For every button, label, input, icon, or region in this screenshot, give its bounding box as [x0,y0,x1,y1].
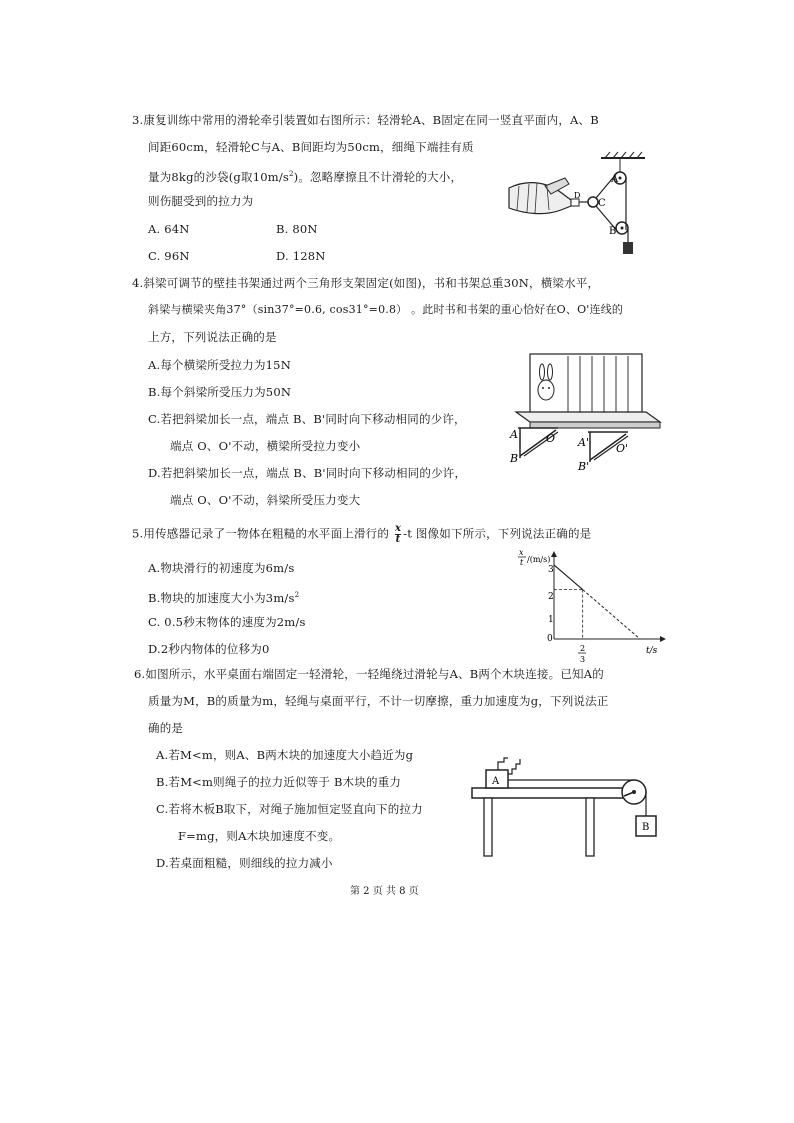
q4-label-b-prime: B' [578,460,590,473]
y-tick-1: 1 [548,615,554,625]
q4-label-a-prime: A' [578,436,589,449]
q6-label-a: A [492,776,500,787]
q4-line3: 上方，下列说法正确的是 [148,330,277,344]
q3-line1: 3.康复训练中常用的滑轮牵引装置如右图所示：轻滑轮A、B固定在同一竖直平面内，A、B [132,113,599,127]
q4-line1: 4.斜梁可调节的壁挂书架通过两个三角形支架固定(如图)，书和书架总重30N，横梁水平， [132,276,600,290]
q3-option-a: A. 64N [148,222,190,236]
x-axis-label: t/s [646,646,658,656]
q4-line2: 斜梁与横梁夹角37°（sin37°=0.6, cos31°=0.8） 。此时书和书架的重心恰好在O、O'连线的 [148,303,624,316]
q4-option-d-line2: 端点 O、O'不动，斜梁所受压力变大 [170,493,361,507]
q6-line2: 质量为M，B的质量为m，轻绳与桌面平行，不计一切摩擦，重力加速度为g，下列说法正 [148,694,609,708]
x-tick-num: 2 [580,644,586,653]
q5-option-c: C. 0.5秒末物体的速度为2m/s [148,615,306,629]
q5-line1: 5.用传感器记录了一物体在粗糙的水平面上滑行的 $\frac{x}{t}$ -t 图像如下所示，下列说法正确的是 [132,523,592,545]
q5-fraction: $\frac{x}{t}$ [394,523,402,545]
y-tick-2: 2 [548,592,554,602]
q3-label-a: A [611,174,619,185]
q5-xt-t-graph [510,545,670,665]
series-line-solid [554,565,583,590]
y-frac-num: x [519,548,524,557]
series-line-dashed [583,590,640,639]
y-axis-label: /(m/s) [527,555,551,564]
q3-label-b: B [609,226,617,237]
q6-option-b: B.若M<m则绳子的拉力近似等于 B木块的重力 [156,775,402,789]
q3-pulley-figure [505,150,655,265]
q6-option-d: D.若桌面粗糙，则细线的拉力减小 [156,856,333,870]
q6-label-b: B [642,822,650,833]
q4-option-c-line1: C.若把斜梁加长一点，端点 B、B'同时向下移动相同的少许， [148,412,466,426]
q6-table-pulley-figure [468,740,668,860]
q4-label-b: B [510,452,519,465]
q4-option-b: B.每个斜梁所受压力为50N [148,385,292,399]
q3-line2: 间距60cm，轻滑轮C与A、B间距均为50cm，细绳下端挂有质 [148,140,474,154]
page-footer: 第 2 页 共 8 页 [350,886,419,897]
q3-line3: 量为8kg的沙袋(g取$10m/s^2$)。忽略摩擦且不计滑轮的大小， [148,169,463,184]
q4-label-o-prime: O' [616,442,629,455]
q5-option-b: B.物块的加速度大小为$3m/s^2$ [148,590,300,605]
q3-option-d: D. 128N [276,249,326,263]
q3-option-b: B. 80N [276,222,318,236]
q4-option-a: A.每个横梁所受拉力为15N [148,358,291,372]
q4-option-d-line1: D.若把斜梁加长一点，端点 B、B'同时向下移动相同的少许， [148,466,467,480]
q6-option-a: A.若M<m，则A、B两木块的加速度大小趋近为g [156,748,414,762]
q3-line4: 则伤腿受到的拉力为 [148,194,254,208]
q4-label-a: A [510,428,518,441]
q6-line1: 6.如图所示，水平桌面右端固定一轻滑轮，一轻绳绕过滑轮与A、B两个木块连接。已知A的 [134,667,604,681]
q3-label-d: D [574,191,581,200]
q4-bookshelf-figure [508,350,668,475]
y-tick-3: 3 [548,565,554,575]
x-tick-den: 3 [580,655,586,664]
q4-label-o: O [546,432,556,445]
q4-option-c-line2: 端点 O、O'不动，横梁所受拉力变小 [170,439,361,453]
q6-line3: 确的是 [148,721,184,735]
q5-option-d: D.2秒内物体的位移为0 [148,642,270,656]
q6-option-c-line1: C.若将木板B取下，对绳子施加恒定竖直向下的拉力 [156,802,423,816]
q3-option-c: C. 96N [148,249,190,263]
y-frac-den: t [520,558,524,567]
y-tick-0: 0 [547,634,553,644]
q3-label-c: C [598,198,606,209]
q6-option-c-line2: F=mg，则A木块加速度不变。 [178,829,341,843]
q5-option-a: A.物块滑行的初速度为6m/s [148,561,295,575]
